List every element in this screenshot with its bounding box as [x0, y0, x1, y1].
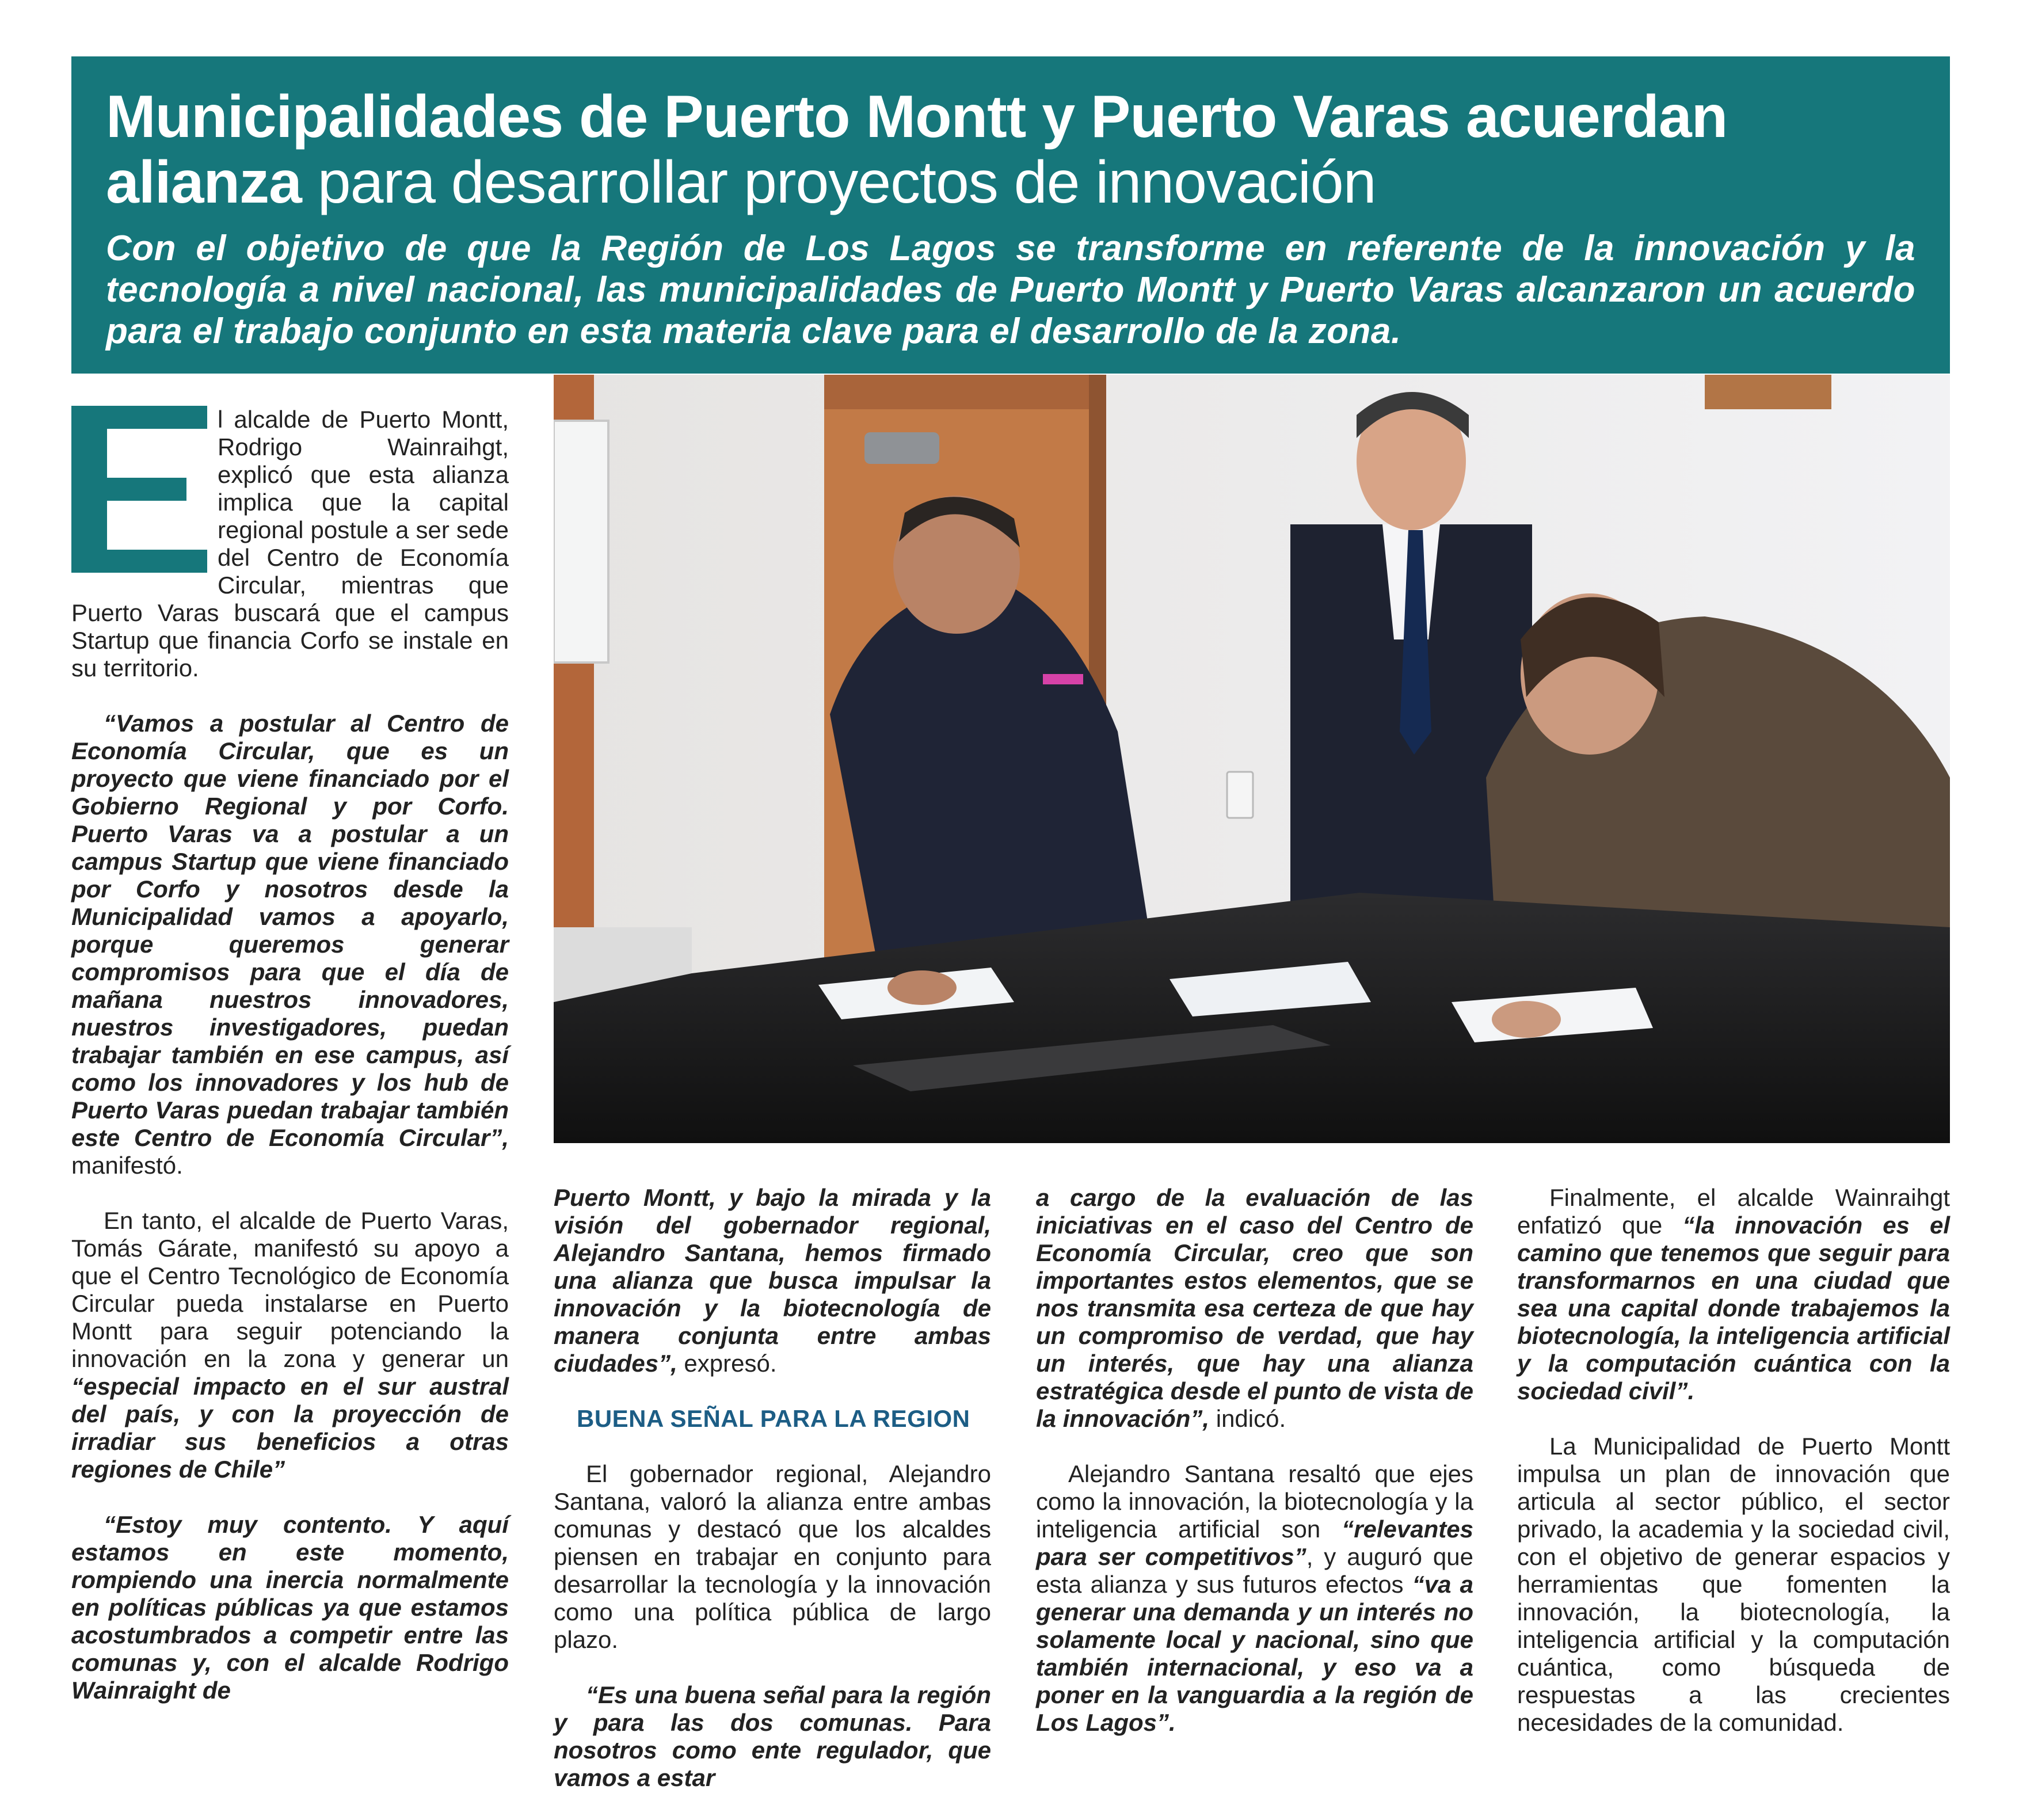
- section-subhead: BUENA SEÑAL PARA LA REGION: [577, 1405, 970, 1432]
- attribution: indicó.: [1209, 1405, 1286, 1432]
- drop-cap-letter: [71, 406, 207, 573]
- quote: “va a generar una demanda y un interés no solamente local y nacional, sino que también internacional, y eso va a poner en la vanguardia a la región de Los Lagos”.: [1036, 1571, 1473, 1736]
- quote-paragraph: [554, 1184, 991, 1377]
- drop-cap: [71, 406, 207, 573]
- quote: “relevantes para ser competitivos”: [1036, 1516, 1473, 1570]
- paragraph: [71, 1207, 509, 1483]
- headline: [106, 84, 1915, 215]
- headline-banner: [71, 56, 1950, 374]
- paragraph: [1517, 1184, 1950, 1405]
- column-1: [71, 406, 509, 1732]
- quote-paragraph: [71, 710, 509, 1179]
- quote: “Estoy muy contento. Y aquí estamos en este momento, rompiendo una inercia normalmente en políticas públicas ya que estamos acostumbrados a competir entre las comunas y, con el alcalde Rodrigo Wainraight de: [71, 1511, 509, 1704]
- quote: “la innovación es el camino que tenemos que seguir para transformarnos en una ciudad que sea una capital donde trabajemos la biotecnología, la inteligencia artificial y la computación cuántica con la sociedad civil”.: [1517, 1212, 1951, 1404]
- quote-paragraph: [1036, 1184, 1473, 1433]
- quote-paragraph: [554, 1681, 991, 1792]
- attribution: expresó.: [677, 1350, 777, 1377]
- paragraph-text: Finalmente, el alcalde Wainraihgt enfatizó que: [1517, 1184, 1950, 1239]
- signing-photo-illustration: [554, 375, 1950, 1143]
- paragraph-text: En tanto, el alcalde de Puerto Varas, Tomás Gárate, manifestó su apoyo a que el Centro Tecnológico de Economía Circular pueda instalarse en Puerto Montt para seguir potenciando la innovación en la zona y generar un: [71, 1207, 509, 1372]
- quote-paragraph: [71, 1511, 509, 1704]
- column-4: [1517, 1184, 1950, 1764]
- paragraph: l alcalde de Puerto Montt, Rodrigo Wainraihgt, explicó que esta alianza implica que la capital regional postule a ser sede del Centro de Economía Circular, mientras que Puerto Varas buscará que el campus Startup que financia Corfo se instale en su territorio.: [71, 406, 509, 681]
- signing-photo: [554, 375, 1950, 1143]
- paragraph-text: , y auguró que esta alianza y sus futuros efectos: [1036, 1543, 1474, 1598]
- column-3: [1036, 1184, 1473, 1764]
- quote: “especial impacto en el sur austral del país, y con la proyección de irradiar sus beneficios a otras regiones de Chile”: [71, 1373, 509, 1483]
- quote: “Es una buena señal para la región y para las dos comunas. Para nosotros como ente regulador, que vamos a estar: [554, 1681, 991, 1791]
- quote: “Vamos a postular al Centro de Economía Circular, que es un proyecto que viene financiado por el Gobierno Regional y por Corfo. Puerto Varas va a postular a un campus Startup que viene financiado por Corfo y nosotros desde la Municipalidad vamos a apoyarlo, porque queremos generar compromisos para que el día de mañana nuestros innovadores, nuestros investigadores, puedan trabajar también en ese campus, así como los innovadores y los hub de Puerto Varas puedan trabajar también este Centro de Economía Circular”,: [71, 710, 509, 1151]
- paragraph: [1036, 1460, 1473, 1737]
- column-2: [554, 1184, 991, 1819]
- quote: a cargo de la evaluación de las iniciativas en el caso del Centro de Economía Circular, creo que son importantes estos elementos, que se nos transmita esa certeza de que hay un compromiso de verdad, que hay un interés, que hay una alianza estratégica desde el punto de vista de la innovación”,: [1036, 1184, 1473, 1432]
- paragraph-text: Alejandro Santana resaltó que ejes como la innovación, la biotecnología y la inteligencia artificial son: [1036, 1460, 1473, 1543]
- lead-paragraph: Con el objetivo de que la Región de Los Lagos se transforme en referente de la innovación y la tecnología a nivel nacional, las municipalidades de Puerto Montt y Puerto Varas alcanzaron un acuerdo para el trabajo conjunto en esta materia clave para el desarrollo de la zona.: [106, 229, 1915, 351]
- quote: Puerto Montt, y bajo la mirada y la visión del gobernador regional, Alejandro Santana, hemos firmado una alianza que busca impulsar la innovación y la biotecnología de manera conjunta entre ambas ciudades”,: [554, 1184, 991, 1377]
- headline-bold: Municipalidades de Puerto Montt y Puerto Varas acuerdan alianza: [106, 83, 1728, 216]
- attribution: manifestó.: [71, 1152, 183, 1179]
- paragraph: La Municipalidad de Puerto Montt impulsa un plan de innovación que articula al sector público, el sector privado, la academia y la sociedad civil, con el objetivo de generar espacios y herramientas que fomenten la innovación, la biotecnología, la inteligencia artificial y la computación cuántica, como búsqueda de respuestas a las crecientes necesidades de la comunidad.: [1517, 1433, 1950, 1736]
- paragraph: El gobernador regional, Alejandro Santana, valoró la alianza entre ambas comunas y destacó que los alcaldes piensen en trabajar en conjunto para desarrollar la tecnología y la innovación como una política pública de largo plazo.: [554, 1460, 991, 1653]
- headline-light: para desarrollar proyectos de innovación: [317, 149, 1376, 216]
